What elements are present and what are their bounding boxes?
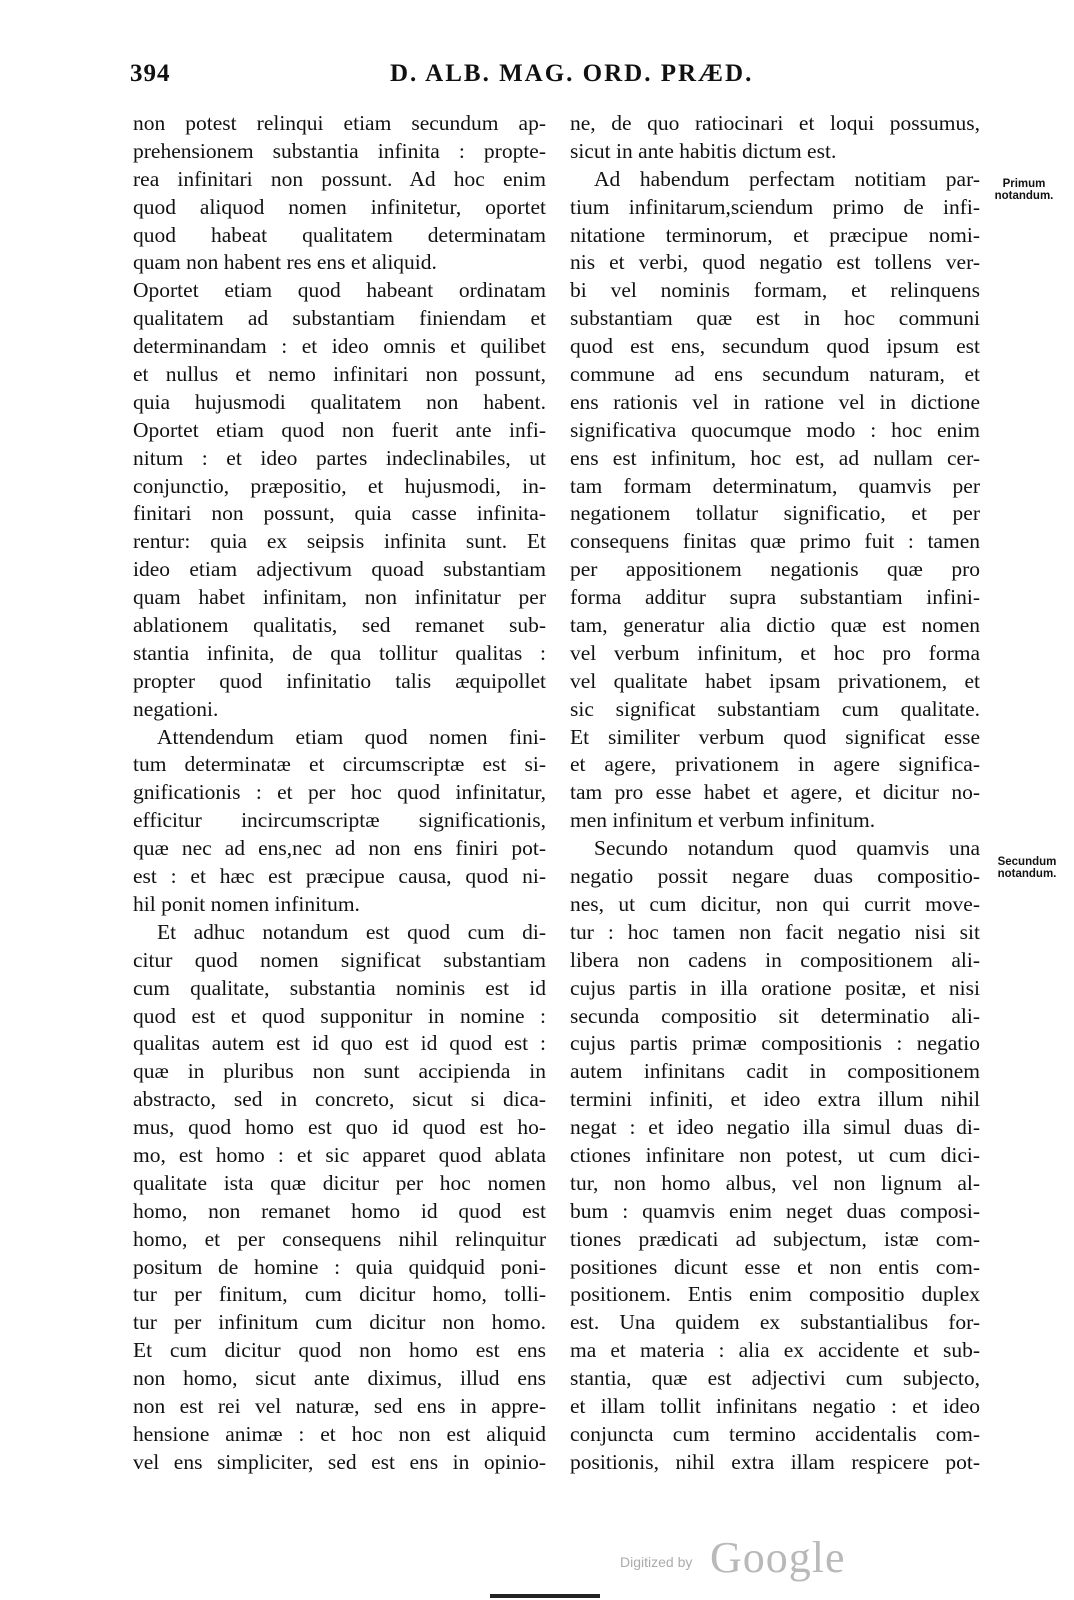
text-line: citur quod nomen significat substantiam	[133, 947, 546, 972]
text-line: termini infiniti, et ideo extra illum nihil	[570, 1087, 980, 1112]
text-line: non potest relinqui etiam secundum ap-	[133, 111, 546, 135]
text-line: hensione animæ : et hoc non est aliquid	[133, 1421, 546, 1446]
text-line: cujus partis in illa oratione positæ, et nisi	[570, 975, 980, 1000]
text-line: secunda compositio sit determinatio ali-	[570, 1003, 980, 1028]
text-line: rea infinitari non possunt. Ad hoc enim	[133, 166, 546, 191]
text-line: ens est infinitum, hoc est, ad nullam cer-	[570, 445, 980, 470]
text-line: sic significat substantiam cum qualitate.	[570, 696, 980, 721]
text-line: Oportet etiam quod non fuerit ante infi-	[133, 417, 546, 442]
text-line: Et cum dicitur quod non homo est ens	[133, 1338, 546, 1363]
text-line: bi vel nominis formam, et relinquens	[570, 278, 980, 303]
text-line: qualitate ista quæ dicitur per hoc nomen	[133, 1170, 546, 1195]
text-line: consequens finitas quæ primo fuit : tamen	[570, 529, 980, 554]
text-line: ma et materia : alia ex accidente et sub-	[570, 1338, 980, 1363]
text-line: per appositionem negationis quæ pro	[570, 557, 980, 582]
text-line: quod est et quod supponitur in nomine :	[133, 1003, 546, 1028]
text-line: cujus partis primæ compositionis : negatio	[570, 1031, 980, 1056]
text-line: tur, non homo albus, vel non lignum al-	[570, 1170, 980, 1195]
text-line: gnificationis : et per hoc quod infinitatur,	[133, 780, 546, 805]
text-line: tum determinatæ et circumscriptæ est si-	[133, 752, 546, 777]
text-line: men infinitum et verbum infinitum.	[570, 808, 876, 833]
left-text-column	[133, 110, 546, 1477]
text-line: conjunctio, præpositio, et hujusmodi, in-	[133, 473, 546, 498]
text-line: finitari non possunt, quia casse infinita-	[133, 501, 546, 526]
page-number: 394	[130, 60, 171, 87]
text-line: ne, de quo ratiocinari et loqui possumus,	[570, 111, 980, 135]
text-line: quam non habent res ens et aliquid.	[133, 250, 437, 275]
text-line: tur per finitum, cum dicitur homo, tolli-	[133, 1282, 546, 1307]
text-line: substantiam quæ est in hoc communi	[570, 306, 980, 331]
text-line: positiones dicunt esse et non entis com-	[570, 1254, 980, 1279]
text-line: bum : quamvis enim neget duas composi-	[570, 1198, 980, 1223]
text-line: nitatione terminorum, et præcipue nomi-	[570, 222, 980, 247]
text-line: stantia infinita, de qua tollitur qualitas :	[133, 640, 546, 665]
text-line: non est rei vel naturæ, sed ens in appre-	[133, 1393, 546, 1418]
text-line: tium infinitarum,sciendum primo de infi-	[570, 194, 980, 219]
text-line: nitum : et ideo partes indeclinabiles, ut	[133, 445, 546, 470]
text-line: negatio possit negare duas compositio-	[570, 864, 980, 889]
page-header	[130, 60, 980, 96]
text-line: et agere, privationem in agere significa-	[570, 752, 980, 777]
text-line: tam pro esse habet et agere, et dicitur no-	[570, 780, 980, 805]
text-line: quod aliquod nomen infinitetur, oportet	[133, 194, 546, 219]
text-line: ablationem qualitatis, sed remanet sub-	[133, 613, 546, 638]
text-line: positum de homine : quia quidquid poni-	[133, 1254, 546, 1279]
text-line: ideo etiam adjectivum quoad substantiam	[133, 557, 546, 582]
margin-note-primum: Primum notandum.	[994, 178, 1054, 202]
text-line: efficitur incircumscriptæ significationis,	[133, 808, 546, 833]
text-line: tur per infinitum cum dicitur non homo.	[133, 1310, 546, 1335]
text-line: quod est ens, secundum quod ipsum est	[570, 334, 980, 359]
text-line: Attendendum etiam quod nomen fini-	[157, 724, 546, 749]
digitized-by-label: Digitized by	[620, 1554, 693, 1570]
running-head: D. ALB. MAG. ORD. PRÆD.	[390, 60, 754, 87]
text-line: autem infinitans cadit in compositionem	[570, 1059, 980, 1084]
google-logo: Google	[710, 1533, 846, 1582]
text-line: tur : hoc tamen non facit negatio nisi sit	[570, 919, 980, 944]
text-line: mus, quod homo est quo id quod est ho-	[133, 1115, 546, 1140]
text-line: nes, ut cum dicitur, non qui currit move-	[570, 891, 980, 916]
text-line: qualitatem ad substantiam finiendam et	[133, 306, 546, 331]
text-line: quam habet infinitam, non infinitatur per	[133, 585, 546, 610]
text-line: negationem tollatur significatio, et per	[570, 501, 980, 526]
text-line: quæ nec ad ens,nec ad non ens finiri pot-	[133, 836, 546, 861]
text-line: quæ in pluribus non sunt accipienda in	[133, 1059, 546, 1084]
right-text-column	[570, 110, 980, 1477]
digitization-footer	[620, 1532, 880, 1582]
text-line: determinandam : et ideo omnis et quilibet	[133, 334, 546, 359]
text-line: rentur: quia ex seipsis infinita sunt. Et	[133, 529, 546, 554]
text-line: ens rationis vel in ratione vel in dictione	[570, 389, 980, 414]
text-line: ctiones infinitare non potest, ut cum dici-	[570, 1142, 980, 1167]
text-line: hil ponit nomen infinitum.	[133, 891, 360, 916]
text-line: positionis, nihil extra illam respicere pot-	[570, 1449, 980, 1474]
text-line: cum qualitate, substantia nominis est id	[133, 975, 546, 1000]
text-line: vel qualitate habet ipsam privationem, et	[570, 668, 980, 693]
text-line: Oportet etiam quod habeant ordinatam	[133, 278, 546, 303]
text-line: sicut in ante habitis dictum est.	[570, 138, 837, 163]
text-line: quia hujusmodi qualitatem non habent.	[133, 389, 546, 414]
text-line: libera non cadens in compositionem ali-	[570, 947, 980, 972]
text-line: nis et verbi, quod negatio est tollens ver-	[570, 250, 980, 275]
text-line: non homo, sicut ante diximus, illud ens	[133, 1366, 546, 1391]
text-line: qualitas autem est id quo est id quod est :	[133, 1031, 546, 1056]
text-line: prehensionem substantia infinita : propte-	[133, 138, 546, 163]
text-line: negat : et ideo negatio illa simul duas di-	[570, 1115, 980, 1140]
text-line: est : et hæc est præcipue causa, quod ni-	[133, 864, 546, 889]
text-line: propter quod infinitatio talis æquipollet	[133, 668, 546, 693]
text-line: homo, non remanet homo id quod est	[133, 1198, 546, 1223]
text-line: negationi.	[133, 696, 219, 721]
margin-note-secundum: Secundum notandum.	[997, 856, 1057, 880]
text-line: tiones prædicati ad subjectum, istæ com-	[570, 1226, 980, 1251]
text-line: Et similiter verbum quod significat esse	[570, 724, 980, 749]
text-line: significativa quocumque modo : hoc enim	[570, 417, 980, 442]
text-line: abstracto, sed in concreto, sicut si dica-	[133, 1087, 546, 1112]
text-line: vel ens simpliciter, sed est ens in opinio-	[133, 1449, 546, 1474]
text-line: est. Una quidem ex substantialibus for-	[570, 1310, 980, 1335]
text-line: conjuncta cum termino accidentalis com-	[570, 1421, 980, 1446]
text-line: quod habeat qualitatem determinatam	[133, 222, 546, 247]
text-line: commune ad ens secundum naturam, et	[570, 362, 980, 387]
text-line: mo, est homo : et sic apparet quod ablata	[133, 1142, 546, 1167]
text-line: et illam tollit infinitans negatio : et ideo	[570, 1393, 980, 1418]
text-line: Secundo notandum quod quamvis una	[594, 836, 980, 861]
text-line: tam formam determinatum, quamvis per	[570, 473, 980, 498]
text-line: Et adhuc notandum est quod cum di-	[157, 919, 546, 944]
text-line: tam, generatur alia dictio quæ est nomen	[570, 613, 980, 638]
text-line: et nullus et nemo infinitari non possunt,	[133, 362, 546, 387]
text-line: Ad habendum perfectam notitiam par-	[594, 166, 980, 191]
bottom-rule	[490, 1594, 600, 1598]
text-line: vel verbum infinitum, et hoc pro forma	[570, 640, 980, 665]
text-line: positionem. Entis enim compositio duplex	[570, 1282, 980, 1307]
text-line: homo, et per consequens nihil relinquitur	[133, 1226, 546, 1251]
text-line: stantia, quæ est adjectivi cum subjecto,	[570, 1366, 980, 1391]
text-line: forma additur supra substantiam infini-	[570, 585, 980, 610]
